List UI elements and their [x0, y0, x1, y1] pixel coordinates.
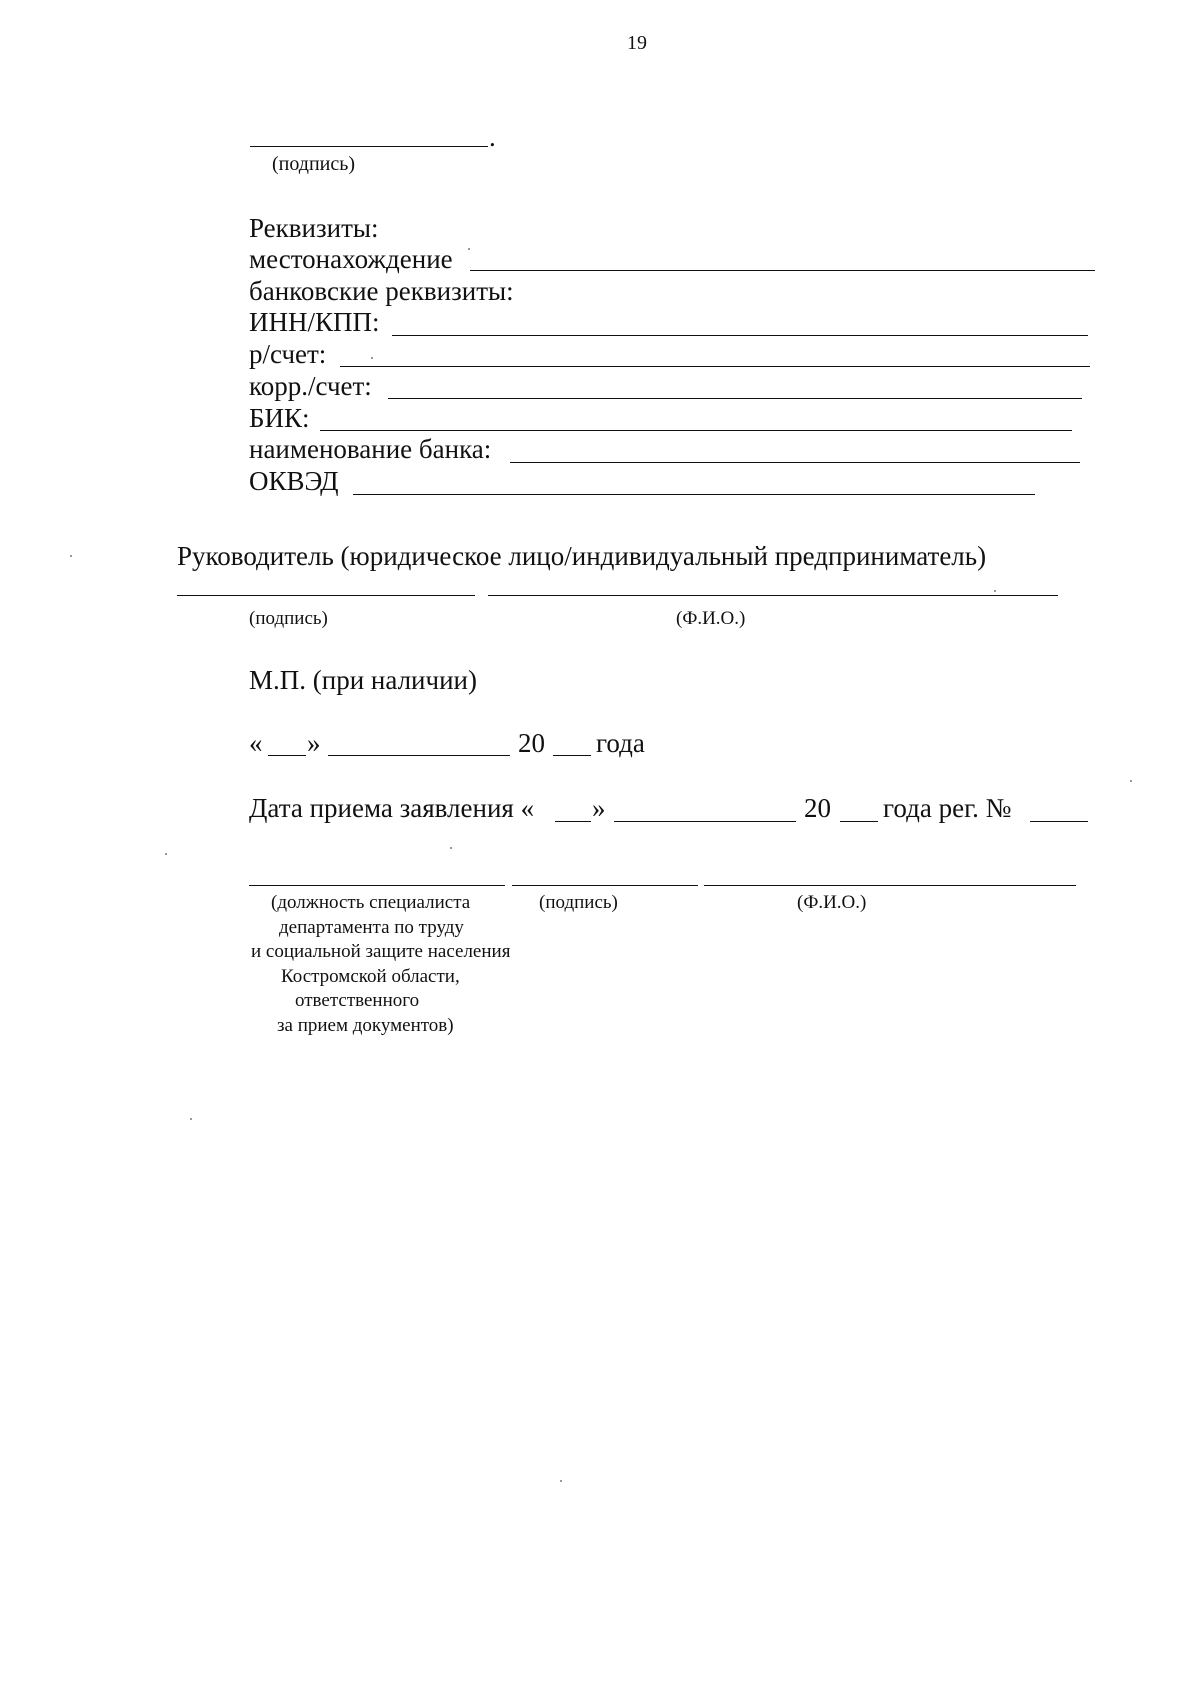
- caption-line: за прием документов): [277, 1014, 454, 1036]
- caption-line: и социальной защите населения: [251, 941, 511, 962]
- scan-speck: [190, 1118, 192, 1120]
- account-label: р/счет:: [249, 339, 327, 369]
- location-label: местонахождение: [249, 244, 453, 274]
- top-signature-line: [250, 146, 488, 147]
- inn-kpp-line: [392, 335, 1088, 336]
- scan-speck: [994, 590, 996, 592]
- scan-speck: [70, 555, 72, 557]
- location-line: [470, 270, 1095, 271]
- date-close-quote: »: [307, 728, 321, 758]
- acceptance-day-line: [555, 821, 591, 822]
- date-year-line: [553, 755, 591, 756]
- specialist-name-caption: (Ф.И.О.): [797, 892, 867, 913]
- bik-line: [320, 430, 1072, 431]
- bank-details-label: банковские реквизиты:: [249, 276, 514, 306]
- specialist-signature-caption: (подпись): [539, 892, 618, 913]
- acceptance-close-quote: »: [592, 793, 606, 823]
- top-signature-caption: (подпись): [272, 153, 356, 175]
- head-signature-line: [177, 595, 475, 596]
- requisites-heading: Реквизиты:: [249, 213, 379, 243]
- head-name-line: [488, 595, 1058, 596]
- okved-label: ОКВЭД: [249, 466, 339, 496]
- scan-speck: [468, 248, 470, 250]
- scan-speck: [371, 357, 373, 359]
- inn-kpp-label: ИНН/КПП:: [249, 307, 380, 337]
- bank-name-label: наименование банка:: [249, 434, 492, 464]
- corr-account-line: [388, 398, 1082, 399]
- okved-line: [353, 494, 1035, 495]
- acceptance-label: Дата приема заявления «: [249, 793, 535, 823]
- caption-line: Костромской области,: [281, 965, 460, 987]
- head-signature-caption: (подпись): [249, 608, 328, 629]
- specialist-position-line: [249, 885, 505, 886]
- date-open-quote: «: [249, 728, 263, 758]
- caption-line: ответственного: [295, 990, 420, 1011]
- bik-label: БИК:: [249, 403, 310, 433]
- date-month-line: [328, 755, 510, 756]
- date-century: 20: [518, 728, 545, 758]
- head-title: Руководитель (юридическое лицо/индивидуальный предприниматель): [177, 541, 987, 571]
- specialist-name-line: [704, 885, 1076, 886]
- top-signature-dot: .: [489, 122, 496, 152]
- page-number: 19: [627, 32, 647, 54]
- caption-line: (должность специалиста: [271, 892, 471, 913]
- acceptance-suffix: года рег. №: [883, 793, 1012, 823]
- scan-speck: [450, 847, 452, 849]
- scan-speck: [165, 853, 167, 855]
- date-day-line: [268, 755, 306, 756]
- acceptance-century: 20: [804, 793, 831, 823]
- specialist-signature-line: [512, 885, 698, 886]
- caption-line: департамента по труду: [279, 916, 464, 938]
- registration-number-line: [1030, 821, 1088, 822]
- specialist-position-caption: [249, 891, 554, 1038]
- account-line: [340, 366, 1090, 367]
- acceptance-month-line: [614, 821, 796, 822]
- corr-account-label: корр./счет:: [249, 371, 372, 401]
- date-year-word: года: [596, 728, 645, 758]
- stamp-label: М.П. (при наличии): [249, 665, 477, 695]
- acceptance-year-line: [840, 821, 878, 822]
- scan-speck: [560, 1480, 562, 1482]
- head-name-caption: (Ф.И.О.): [676, 608, 746, 629]
- scan-speck: [1130, 780, 1132, 782]
- bank-name-line: [510, 462, 1080, 463]
